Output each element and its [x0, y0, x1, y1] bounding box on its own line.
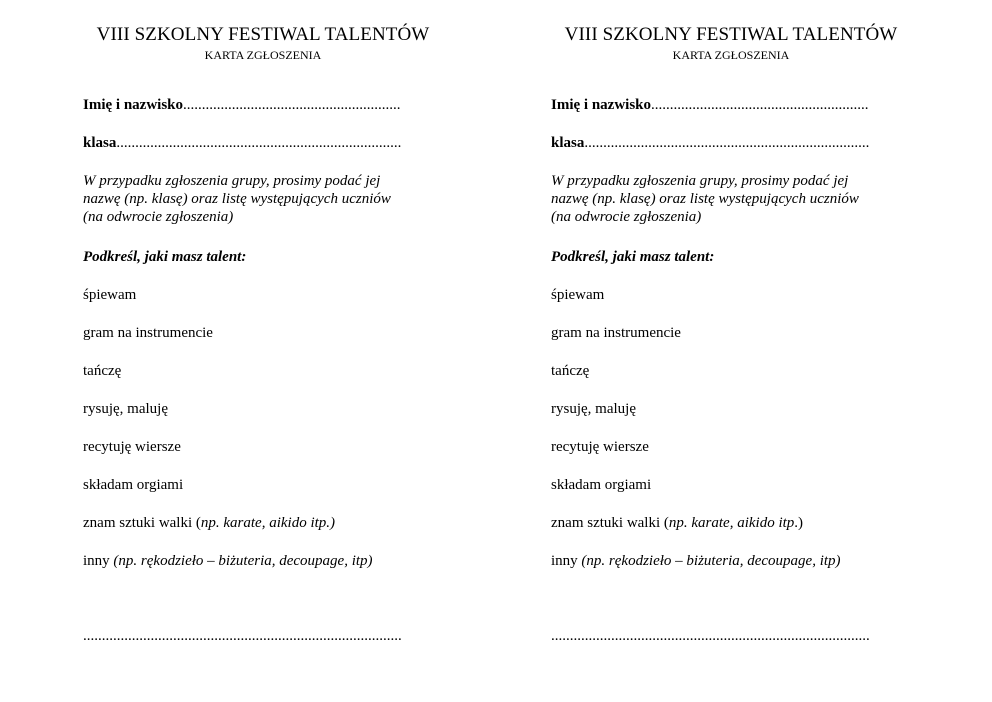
name-field: [551, 97, 869, 114]
martial-arts-example: np. karate, aikido itp: [668, 515, 795, 531]
class-label: klasa: [551, 135, 585, 151]
other-label: inny: [551, 553, 582, 569]
talent-option-other: [83, 553, 373, 570]
talent-option-dance: tańczę: [83, 363, 122, 379]
class-dots: ............................................................................: [584, 135, 870, 151]
other-label: inny: [83, 553, 114, 569]
talent-option-origami: składam orgiami: [83, 477, 184, 493]
name-label: Imię i nazwisko: [83, 97, 184, 113]
martial-arts-label: znam sztuki walki (: [83, 515, 201, 531]
talent-heading: Podkreśl, jaki masz talent:: [551, 249, 715, 265]
form-title: VIII SZKOLNY FESTIWAL TALENTÓW: [564, 24, 898, 45]
group-note-line-1: W przypadku zgłoszenia grupy, prosimy podać jej: [551, 173, 849, 189]
entry-form-right: [551, 0, 931, 702]
form-subtitle: KARTA ZGŁOSZENIA: [204, 48, 322, 62]
talent-heading: Podkreśl, jaki masz talent:: [83, 249, 247, 265]
talent-option-instrument: gram na instrumencie: [83, 325, 213, 341]
form-title: VIII SZKOLNY FESTIWAL TALENTÓW: [96, 24, 430, 45]
talent-option-recite: recytuję wiersze: [551, 439, 649, 455]
martial-arts-example: np. karate, aikido itp.): [200, 515, 336, 531]
talent-option-draw: rysuję, maluję: [551, 401, 636, 417]
name-dots: ..........................................................: [651, 97, 869, 113]
class-field: [551, 135, 869, 152]
class-dots: ............................................................................: [116, 135, 402, 151]
group-note-line-2: nazwę (np. klasę) oraz listę występujących uczniów: [551, 191, 859, 207]
talent-option-sing: śpiewam: [83, 287, 137, 303]
name-label: Imię i nazwisko: [551, 97, 652, 113]
talent-option-martial-arts: [83, 515, 335, 532]
martial-arts-label: znam sztuki walki (: [551, 515, 669, 531]
name-dots: ..........................................................: [183, 97, 401, 113]
talent-option-martial-arts: [551, 515, 803, 532]
group-note: [551, 172, 911, 226]
talent-option-origami: składam orgiami: [551, 477, 652, 493]
other-example: (np. rękodzieło – biżuteria, decoupage, itp): [113, 553, 373, 569]
group-note-line-2: nazwę (np. klasę) oraz listę występujących uczniów: [83, 191, 391, 207]
talent-option-draw: rysuję, maluję: [83, 401, 168, 417]
talent-option-dance: tańczę: [551, 363, 590, 379]
group-note: [83, 172, 443, 226]
entry-form-left: [83, 0, 463, 702]
group-note-line-3: (na odwrocie zgłoszenia): [83, 209, 234, 225]
talent-option-recite: recytuję wiersze: [83, 439, 181, 455]
talent-option-sing: śpiewam: [551, 287, 605, 303]
signature-dots: .....................................................................................: [83, 628, 402, 644]
class-label: klasa: [83, 135, 117, 151]
form-subtitle: KARTA ZGŁOSZENIA: [672, 48, 790, 62]
signature-dots: .....................................................................................: [551, 628, 870, 644]
group-note-line-3: (na odwrocie zgłoszenia): [551, 209, 702, 225]
class-field: [83, 135, 401, 152]
other-example: (np. rękodzieło – biżuteria, decoupage, itp): [581, 553, 841, 569]
group-note-line-1: W przypadku zgłoszenia grupy, prosimy podać jej: [83, 173, 381, 189]
martial-arts-suffix: .): [794, 515, 804, 531]
talent-option-instrument: gram na instrumencie: [551, 325, 681, 341]
name-field: [83, 97, 401, 114]
talent-option-other: [551, 553, 841, 570]
